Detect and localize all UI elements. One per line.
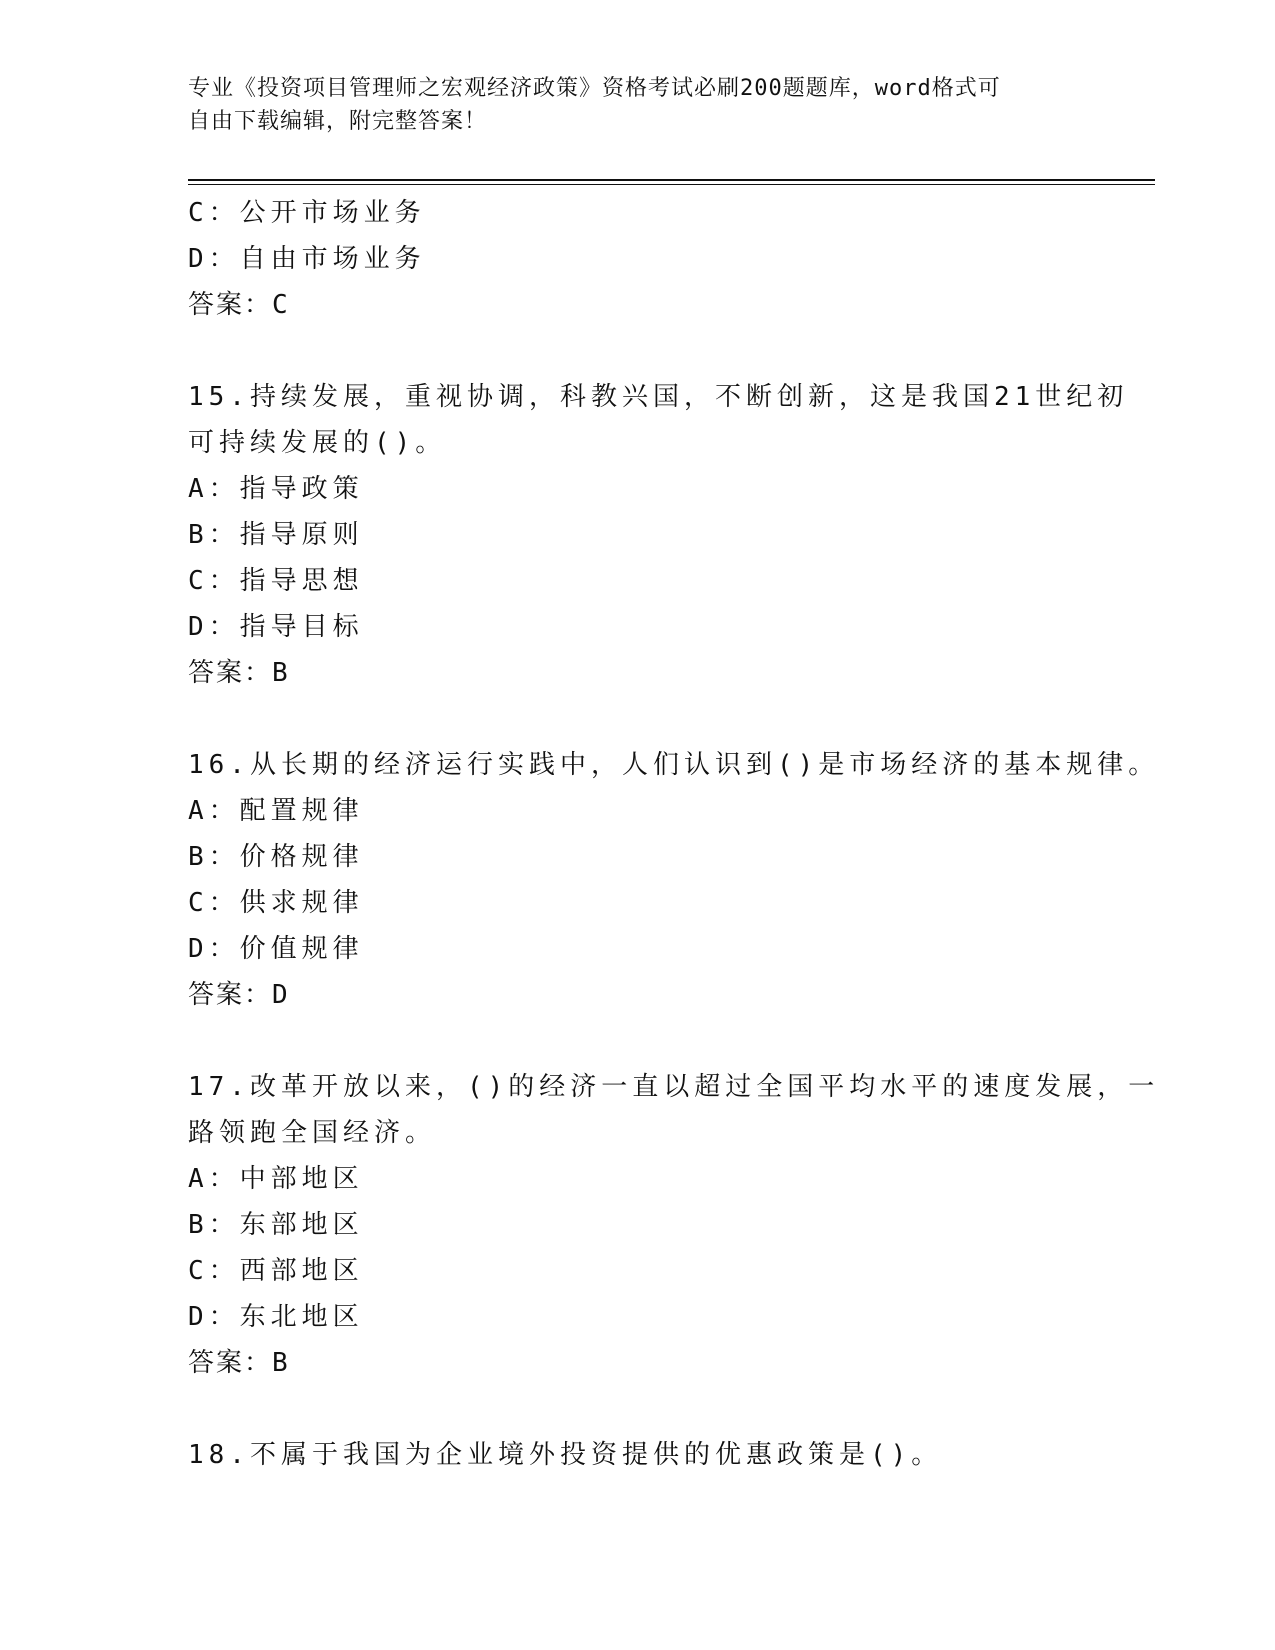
- q15-stem-line-2: 可持续发展的()。: [188, 428, 447, 458]
- spacer: [188, 328, 1088, 374]
- q15-option-d: D：指导目标: [188, 612, 364, 642]
- header-divider-thin: [188, 184, 1155, 185]
- spacer: [188, 696, 1088, 742]
- q15-stem-line-1: 15.持续发展，重视协调，科教兴国，不断创新，这是我国21世纪初: [188, 382, 1129, 412]
- q16-option-c: C：供求规律: [188, 888, 364, 918]
- q16-answer: 答案：D: [188, 980, 290, 1010]
- spacer: [188, 1386, 1088, 1432]
- q16-stem-line-1: 16.从长期的经济运行实践中，人们认识到()是市场经济的基本规律。: [188, 750, 1160, 780]
- q15-option-a: A：指导政策: [188, 474, 364, 504]
- question-content: [188, 190, 1160, 1478]
- q16-option-d: D：价值规律: [188, 934, 364, 964]
- q16-option-a: A：配置规律: [188, 796, 364, 826]
- q14-option-c: C：公开市场业务: [188, 198, 426, 228]
- document-header: [188, 72, 1068, 138]
- q17-option-d: D：东北地区: [188, 1302, 364, 1332]
- header-title-line-2: 自由下载编辑，附完整答案！: [188, 109, 488, 134]
- q15-answer: 答案：B: [188, 658, 290, 688]
- header-title-line-1: 专业《投资项目管理师之宏观经济政策》资格考试必刷200题题库，word格式可: [188, 76, 1001, 101]
- q17-answer: 答案：B: [188, 1348, 290, 1378]
- q17-option-b: B：东部地区: [188, 1210, 364, 1240]
- q15-option-c: C：指导思想: [188, 566, 364, 596]
- q14-option-d: D：自由市场业务: [188, 244, 426, 274]
- q17-stem-line-1: 17.改革开放以来，()的经济一直以超过全国平均水平的速度发展，一: [188, 1072, 1160, 1102]
- header-divider-thick: [188, 179, 1155, 181]
- q17-option-a: A：中部地区: [188, 1164, 364, 1194]
- spacer: [188, 1018, 1088, 1064]
- q17-option-c: C：西部地区: [188, 1256, 364, 1286]
- q14-answer: 答案：C: [188, 290, 290, 320]
- q15-option-b: B：指导原则: [188, 520, 364, 550]
- q17-stem-line-2: 路领跑全国经济。: [188, 1118, 437, 1148]
- q16-option-b: B：价格规律: [188, 842, 364, 872]
- q18-stem-line-1: 18.不属于我国为企业境外投资提供的优惠政策是()。: [188, 1440, 943, 1470]
